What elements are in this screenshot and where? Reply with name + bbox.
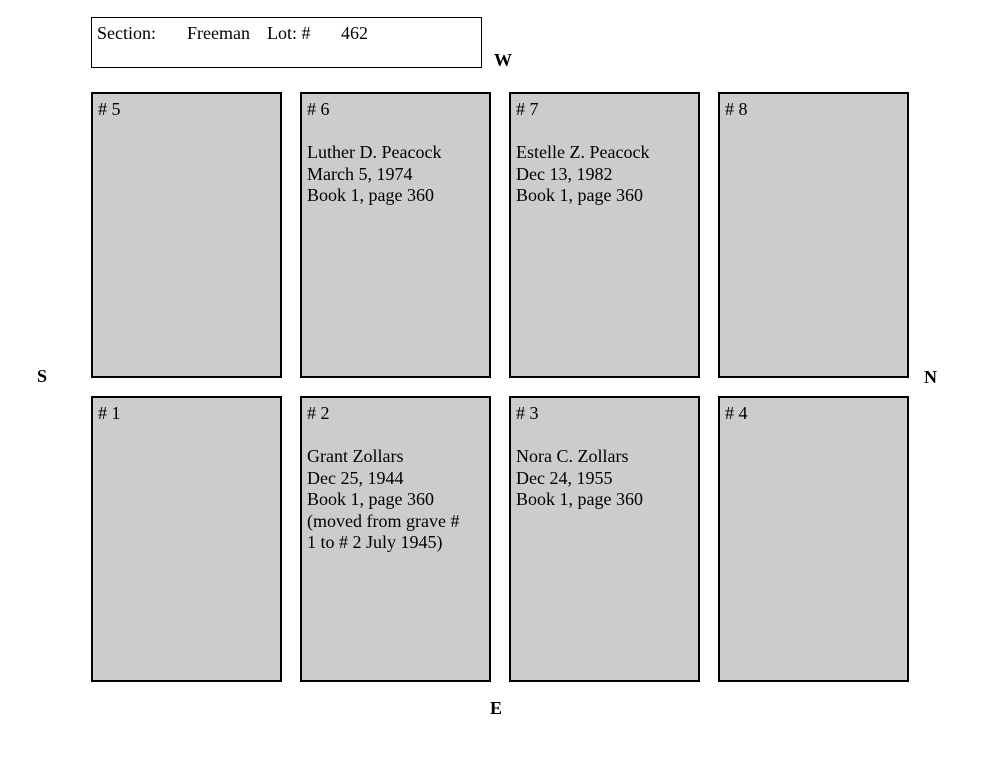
- grave-plot-5: [91, 92, 282, 378]
- grave-detail-line: Book 1, page 360: [516, 489, 643, 509]
- grave-details: [307, 446, 489, 554]
- grave-detail-line: Book 1, page 360: [516, 185, 643, 205]
- grave-detail-line: Dec 25, 1944: [307, 467, 404, 488]
- grave-details: [516, 446, 698, 511]
- grave-plot-1: [91, 396, 282, 682]
- grave-detail-line: Book 1, page 360: [307, 489, 434, 509]
- grave-detail-line: Book 1, page 360: [307, 185, 434, 205]
- grave-detail-line: (moved from grave #: [307, 510, 460, 531]
- lot-label: Lot: #: [267, 23, 311, 43]
- grave-number: # 4: [725, 403, 748, 423]
- grave-details: [307, 142, 489, 207]
- section-value: Freeman: [187, 23, 250, 43]
- grave-detail-line: Estelle Z. Peacock: [516, 142, 650, 162]
- grave-number: # 5: [98, 99, 121, 119]
- grave-detail-line: March 5, 1974: [307, 163, 413, 184]
- grave-number: # 7: [516, 99, 539, 119]
- grave-plot-2: [300, 396, 491, 682]
- grave-number: # 3: [516, 403, 539, 423]
- grave-number: # 1: [98, 403, 121, 423]
- grave-plot-4: [718, 396, 909, 682]
- compass-west-label: W: [494, 50, 512, 70]
- grave-plot-8: [718, 92, 909, 378]
- grave-plot-3: [509, 396, 700, 682]
- grave-detail-line: Dec 13, 1982: [516, 163, 613, 184]
- compass-south-label: S: [37, 366, 48, 386]
- grave-detail-line: Dec 24, 1955: [516, 467, 613, 488]
- compass-east-label: E: [490, 698, 503, 718]
- grave-number: # 2: [307, 403, 330, 423]
- grave-detail-line: 1 to # 2 July 1945): [307, 532, 443, 552]
- grave-number: # 8: [725, 99, 748, 119]
- grave-detail-line: Luther D. Peacock: [307, 142, 442, 162]
- grave-detail-line: Grant Zollars: [307, 446, 404, 466]
- grave-details: [516, 142, 698, 207]
- section-label: Section:: [97, 23, 156, 43]
- grave-number: # 6: [307, 99, 330, 119]
- lot-header: [91, 17, 482, 68]
- compass-north-label: N: [924, 367, 937, 387]
- lot-value: 462: [341, 23, 368, 43]
- grave-detail-line: Nora C. Zollars: [516, 446, 629, 466]
- grave-plot-7: [509, 92, 700, 378]
- grave-plot-6: [300, 92, 491, 378]
